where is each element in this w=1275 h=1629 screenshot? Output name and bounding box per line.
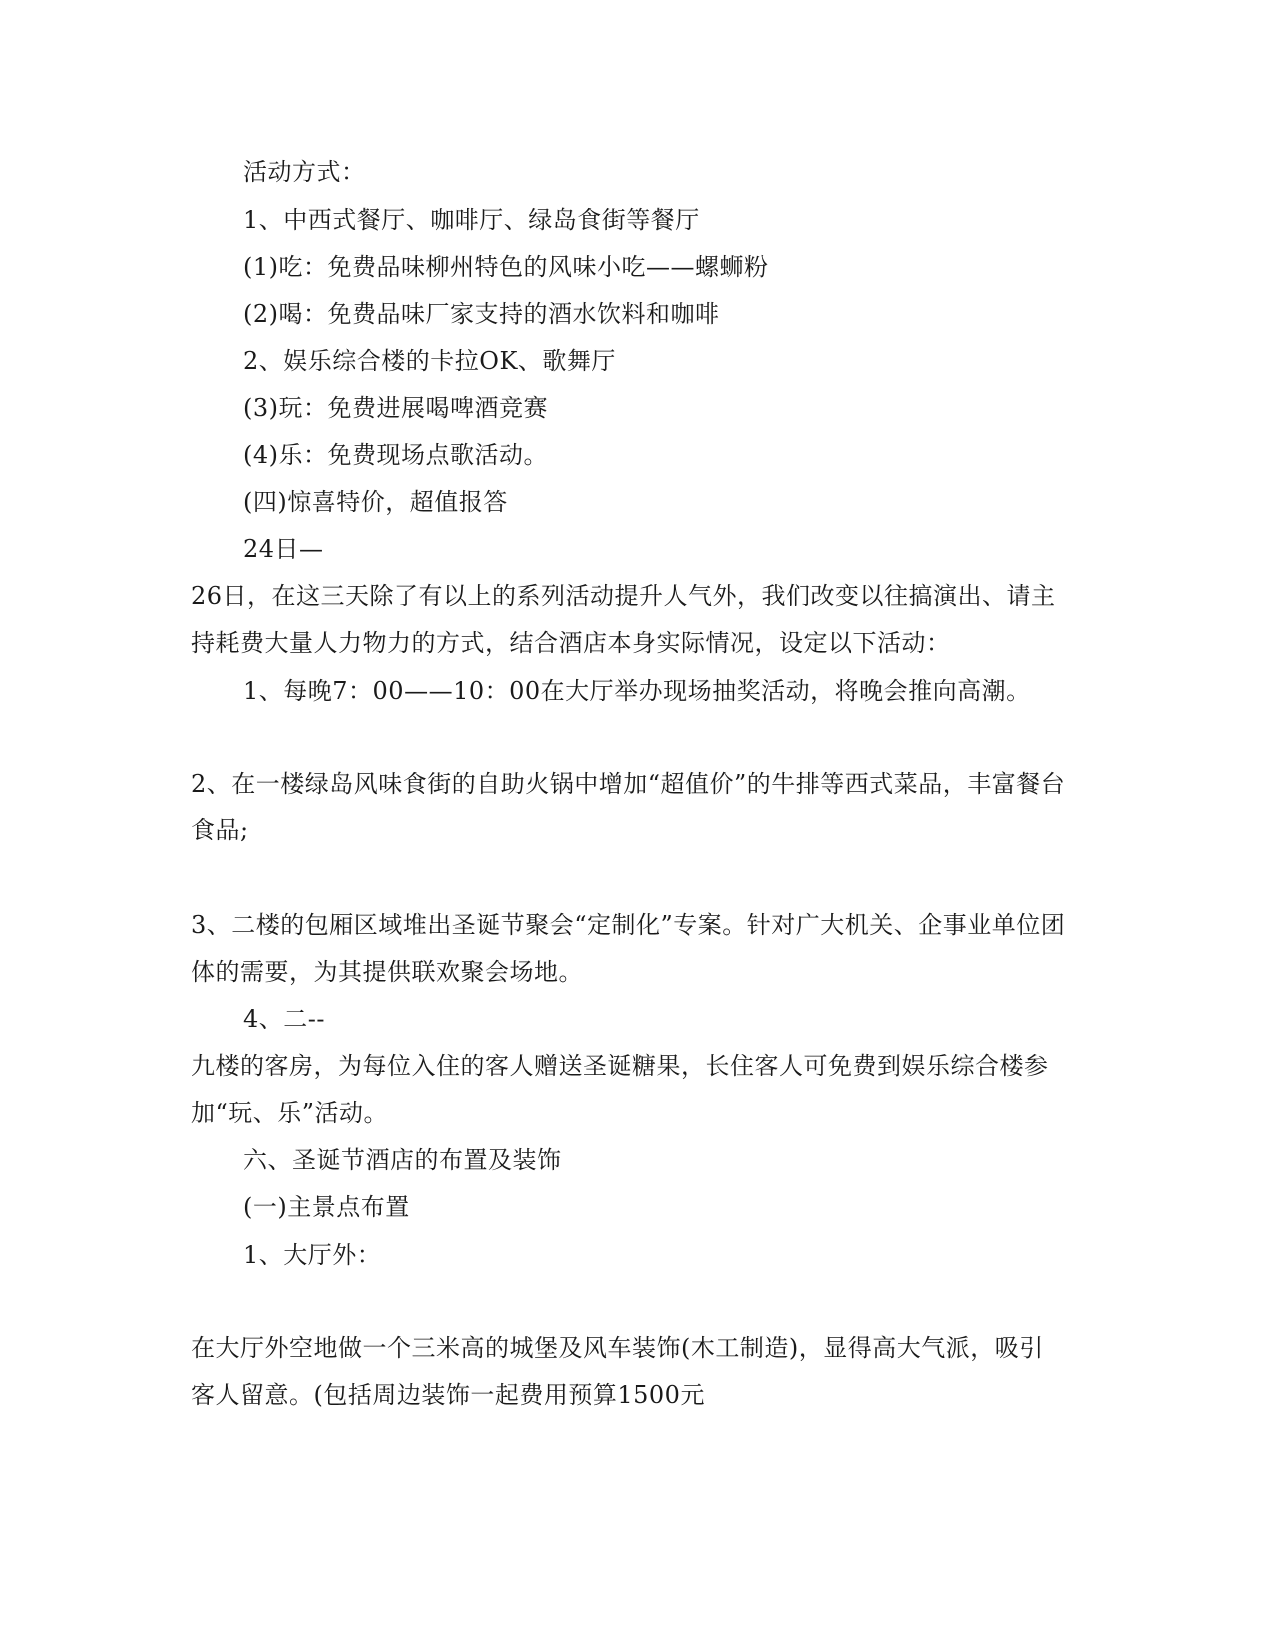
paragraph-line: (四)惊喜特价，超值报答 [243, 488, 508, 516]
paragraph-line: 3、二楼的包厢区域堆出圣诞节聚会“定制化”专案。针对广大机关、企事业单位团 [191, 911, 1066, 939]
activity-mode-heading: 活动方式： [243, 158, 366, 186]
paragraph-line: 在大厅外空地做一个三米高的城堡及风车装饰(木工制造)，显得高大气派，吸引 [191, 1334, 1044, 1362]
paragraph-line: 九楼的客房，为每位入住的客人赠送圣诞糖果，长住客人可免费到娱乐综合楼参 [191, 1052, 1049, 1080]
paragraph-line: 24日— [243, 535, 324, 563]
paragraph-line: (3)玩：免费进展喝啤酒竞赛 [243, 394, 548, 422]
paragraph-line: 4、二-- [243, 1005, 325, 1033]
paragraph-line: 1、大厅外： [243, 1241, 382, 1269]
paragraph-line: 1、中西式餐厅、咖啡厅、绿岛食街等餐厅 [243, 206, 700, 234]
paragraph-line: (4)乐：免费现场点歌活动。 [243, 441, 548, 469]
paragraph-line: 2、娱乐综合楼的卡拉OK、歌舞厅 [243, 347, 616, 375]
paragraph-line: 持耗费大量人力物力的方式，结合酒店本身实际情况，设定以下活动： [191, 629, 951, 657]
paragraph-line: 体的需要，为其提供联欢聚会场地。 [191, 958, 583, 986]
paragraph-line: 食品; [191, 816, 249, 844]
paragraph-line: 1、每晚7：00——10：00在大厅举办现场抽奖活动，将晚会推向高潮。 [243, 677, 1031, 705]
section-heading: 六、圣诞节酒店的布置及装饰 [243, 1146, 562, 1174]
paragraph-line: (1)吃：免费品味柳州特色的风味小吃——螺蛳粉 [243, 253, 769, 281]
paragraph-line: 2、在一楼绿岛风味食街的自助火锅中增加“超值价”的牛排等西式菜品，丰富餐台 [191, 770, 1066, 798]
paragraph-line: 26日，在这三天除了有以上的系列活动提升人气外，我们改变以往搞演出、请主 [191, 582, 1056, 610]
subsection-heading: (一)主景点布置 [243, 1193, 410, 1221]
paragraph-line: 加“玩、乐”活动。 [191, 1099, 389, 1127]
paragraph-line: 客人留意。(包括周边装饰一起费用预算1500元 [191, 1381, 705, 1409]
paragraph-line: (2)喝：免费品味厂家支持的酒水饮料和咖啡 [243, 300, 720, 328]
